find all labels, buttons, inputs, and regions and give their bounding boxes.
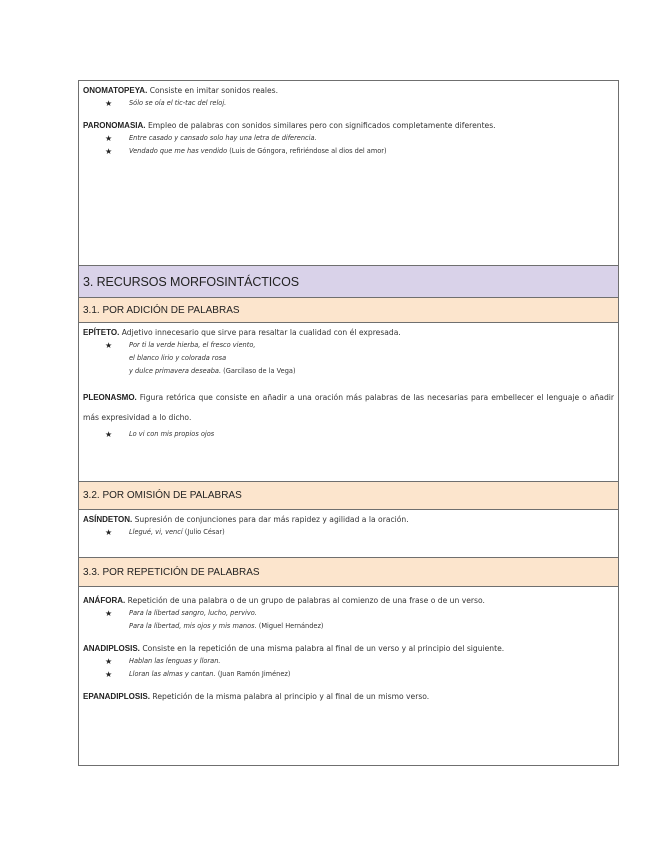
anadiplosis-definition: Consiste en la repetición de una misma palabra al final de un verso y al principio del siguiente. — [139, 644, 505, 653]
star-bullet-icon: ★ — [105, 147, 113, 156]
star-bullet-icon: ★ — [105, 134, 113, 143]
example-text: Entre casado y cansado solo hay una letra de diferencia. — [129, 134, 317, 142]
epanadiplosis-entry — [83, 691, 614, 703]
document-table — [78, 80, 619, 766]
epiteto-definition: Adjetivo innecesario que sirve para resaltar la cualidad con él expresada. — [119, 328, 401, 337]
example-item — [83, 526, 614, 539]
asindeton-entry — [83, 514, 614, 526]
subsection-3-1-content — [79, 322, 618, 481]
star-bullet-icon: ★ — [105, 528, 113, 537]
pleonasmo-term: PLEONASMO. — [83, 393, 137, 402]
subsection-3-3-title: 3.3. POR REPETICIÓN DE PALABRAS — [83, 566, 260, 578]
epiteto-entry — [83, 327, 614, 339]
anafora-definition: Repetición de una palabra o de un grupo de palabras al comienzo de una frase o de un verso. — [125, 596, 485, 605]
example-attribution: (Juan Ramón Jiménez) — [215, 670, 291, 678]
pleonasmo-entry — [83, 388, 614, 428]
poem-line: Para la libertad, mis ojos y mis manos. — [129, 622, 257, 630]
subsection-3-3-header — [79, 557, 618, 586]
asindeton-term: ASÍNDETON. — [83, 515, 133, 524]
pleonasmo-definition: Figura retórica que consiste en añadir a una oración más palabras de las necesarias para embellecer el lenguaje o añadir más expresividad a lo dicho. — [83, 393, 614, 422]
poem-line: Para la libertad sangro, lucho, pervivo. — [129, 609, 257, 617]
subsection-3-3-content — [79, 586, 618, 765]
example-text: Hablan las lenguas y lloran. — [129, 657, 221, 665]
poem-line: y dulce primavera deseaba. — [129, 367, 222, 375]
section-3-title: 3. RECURSOS MORFOSINTÁCTICOS — [83, 274, 299, 289]
star-bullet-icon: ★ — [105, 670, 113, 679]
paronomasia-term: PARONOMASIA. — [83, 121, 146, 130]
epanadiplosis-term: EPANADIPLOSIS. — [83, 692, 150, 701]
onomatopeya-definition: Consiste en imitar sonidos reales. — [147, 86, 279, 95]
example-item — [83, 339, 614, 378]
example-item — [83, 428, 614, 441]
poem-line: Por ti la verde hierba, el fresco viento, — [129, 341, 256, 349]
asindeton-definition: Supresión de conjunciones para dar más rapidez y agilidad a la oración. — [132, 515, 409, 524]
example-item — [83, 97, 614, 110]
star-bullet-icon: ★ — [105, 609, 113, 618]
top-content-cell — [79, 81, 618, 265]
epiteto-term: EPÍTETO. — [83, 328, 120, 337]
example-attribution: (Julio César) — [182, 528, 225, 536]
example-text: Sólo se oía el tic-tac del reloj. — [129, 99, 227, 107]
example-attribution: (Garcilaso de la Vega) — [221, 367, 296, 375]
subsection-3-1-title: 3.1. POR ADICIÓN DE PALABRAS — [83, 304, 240, 316]
example-text: Llegué, vi, vencí — [129, 528, 183, 536]
paronomasia-entry — [83, 120, 614, 132]
example-attribution: (Luis de Góngora, refiriéndose al dios del amor) — [227, 147, 387, 155]
example-attribution: (Miguel Hernández) — [256, 622, 324, 630]
onomatopeya-entry — [83, 85, 614, 97]
example-item — [83, 145, 614, 158]
star-bullet-icon: ★ — [105, 657, 113, 666]
paronomasia-definition: Empleo de palabras con sonidos similares pero con significados completamente diferentes. — [145, 121, 496, 130]
subsection-3-2-header — [79, 481, 618, 509]
example-item — [83, 655, 614, 668]
example-text: Vendado que me has vendido — [129, 147, 228, 155]
poem-line: el blanco lirio y colorada rosa — [129, 354, 227, 362]
star-bullet-icon: ★ — [105, 430, 113, 439]
anadiplosis-term: ANADIPLOSIS. — [83, 644, 140, 653]
example-text: Lloran las almas y cantan. — [129, 670, 216, 678]
star-bullet-icon: ★ — [105, 99, 113, 108]
example-item — [83, 607, 614, 633]
anafora-term: ANÁFORA. — [83, 596, 126, 605]
example-item — [83, 132, 614, 145]
anafora-entry — [83, 595, 614, 607]
epanadiplosis-definition: Repetición de la misma palabra al principio y al final de un mismo verso. — [149, 692, 430, 701]
onomatopeya-term: ONOMATOPEYA. — [83, 86, 148, 95]
star-bullet-icon: ★ — [105, 341, 113, 350]
anadiplosis-entry — [83, 643, 614, 655]
subsection-3-2-content — [79, 509, 618, 557]
example-text: Lo vi con mis propios ojos — [129, 430, 215, 438]
subsection-3-1-header — [79, 297, 618, 322]
section-3-header — [79, 265, 618, 297]
example-item — [83, 668, 614, 681]
subsection-3-2-title: 3.2. POR OMISIÓN DE PALABRAS — [83, 490, 242, 501]
